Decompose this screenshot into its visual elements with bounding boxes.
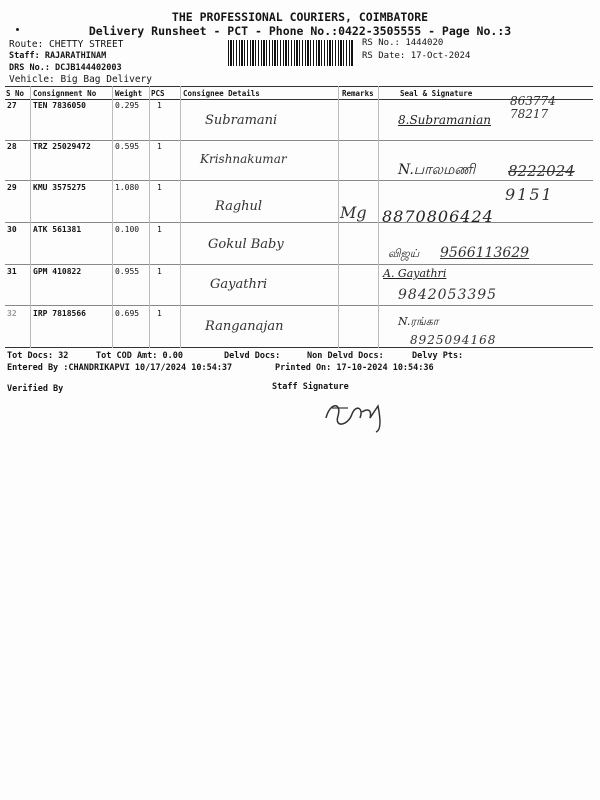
sno-cell: 30 (7, 225, 17, 234)
row-divider (5, 264, 593, 265)
col-divider (112, 86, 113, 348)
barcode (228, 40, 354, 66)
rs-number: RS No.: 1444020 (362, 38, 444, 48)
col-header-sno: S No (6, 89, 25, 98)
weight-cell: 0.695 (115, 309, 140, 318)
sno-cell: 27 (7, 101, 17, 110)
table-top-rule (5, 86, 593, 87)
sno-cell: 31 (7, 267, 17, 276)
col-divider (378, 86, 379, 348)
pcs-cell: 1 (157, 267, 162, 276)
col-divider (149, 86, 150, 348)
total-docs: Tot Docs: 32 (7, 351, 69, 361)
consignee-handwriting: Krishnakumar (200, 152, 287, 166)
weight-cell: 0.595 (115, 142, 140, 151)
non-delivered-docs: Non Delvd Docs: (307, 351, 384, 361)
printed-on: Printed On: 17-10-2024 10:54:36 (275, 363, 434, 373)
row-divider (5, 305, 593, 306)
staff-signature-label: Staff Signature (272, 382, 349, 392)
consignment-cell: TRZ 25029472 (33, 142, 91, 151)
row-divider (5, 140, 593, 141)
col-header-weight: Weight (115, 89, 143, 98)
col-header-remarks: Remarks (342, 89, 374, 98)
consignee-handwriting: Gayathri (210, 277, 268, 292)
consignee-handwriting: Raghul (215, 199, 263, 214)
pcs-cell: 1 (157, 142, 162, 151)
consignee-handwriting: Gokul Baby (208, 237, 284, 252)
consignment-cell: KMU 3575275 (33, 183, 86, 192)
col-header-seal-signature: Seal & Signature (400, 89, 473, 98)
col-divider (30, 86, 31, 348)
signature: N.ரங்கா (398, 315, 439, 328)
weight-cell: 0.100 (115, 225, 140, 234)
verified-by-label: Verified By (7, 384, 64, 394)
signature-number: 8870806424 (382, 207, 494, 226)
total-cod-amount: Tot COD Amt: 0.00 (96, 351, 183, 361)
table-bottom-rule (5, 347, 593, 348)
weight-cell: 0.955 (115, 267, 140, 276)
signature: A. Gayathri (383, 267, 447, 280)
pcs-cell: 1 (157, 309, 162, 318)
row-divider (5, 180, 593, 181)
pcs-cell: 1 (157, 225, 162, 234)
entered-by: Entered By :CHANDRIKAPVI 10/17/2024 10:54:37 (7, 363, 233, 373)
consignment-cell: ATK 561381 (33, 225, 82, 234)
sno-cell: 29 (7, 183, 17, 192)
consignment-cell: GPM 410822 (33, 267, 82, 276)
signature: விஜய் (388, 247, 420, 260)
vehicle-label: Vehicle: Big Bag Delivery (9, 74, 152, 85)
rs-date: RS Date: 17-Oct-2024 (362, 51, 471, 61)
signature: 8.Subramanian (398, 113, 491, 127)
route-label: Route: CHETTY STREET (9, 39, 124, 50)
company-title: THE PROFESSIONAL COURIERS, COIMBATORE (171, 10, 429, 24)
drs-label: DRS No.: DCJB144402003 (9, 63, 122, 73)
weight-cell: 1.080 (115, 183, 140, 192)
consignee-handwriting: Subramani (205, 113, 278, 128)
col-header-consignee: Consignee Details (183, 89, 260, 98)
table-header-rule (5, 99, 593, 100)
signature: 9151 (505, 185, 554, 204)
consignee-handwriting: Ranganajan (205, 319, 284, 334)
delivered-docs: Delvd Docs: (224, 351, 281, 361)
pcs-cell: 1 (157, 101, 162, 110)
consignment-cell: IRP 7818566 (33, 309, 86, 318)
sno-cell: 28 (7, 142, 17, 151)
col-divider (180, 86, 181, 348)
sno-cell: 32 (7, 309, 17, 318)
pcs-cell: 1 (157, 183, 162, 192)
runsheet-subtitle: Delivery Runsheet - PCT - Phone No.:0422-3505555 - Page No.:3 (88, 24, 512, 38)
row-divider (5, 222, 593, 223)
signature-number: 863774 78217 (510, 94, 556, 121)
signature-number: 8925094168 (410, 333, 497, 347)
staff-label: Staff: RAJARATHINAM (9, 51, 107, 61)
remarks-handwriting: Mg (340, 203, 367, 222)
col-header-pcs: PCS (151, 89, 165, 98)
signature-number: 9842053395 (398, 287, 498, 303)
consignment-cell: TEN 7836050 (33, 101, 86, 110)
signature: N.பாலமணி (398, 162, 476, 178)
signature-number: 8222024 (508, 162, 575, 180)
weight-cell: 0.295 (115, 101, 140, 110)
delivery-points: Delvy Pts: (412, 351, 464, 361)
col-divider (338, 86, 339, 348)
staff-signature-scribble (318, 396, 408, 436)
col-header-consignment: Consignment No (33, 89, 97, 98)
signature-number: 9566113629 (440, 245, 530, 261)
